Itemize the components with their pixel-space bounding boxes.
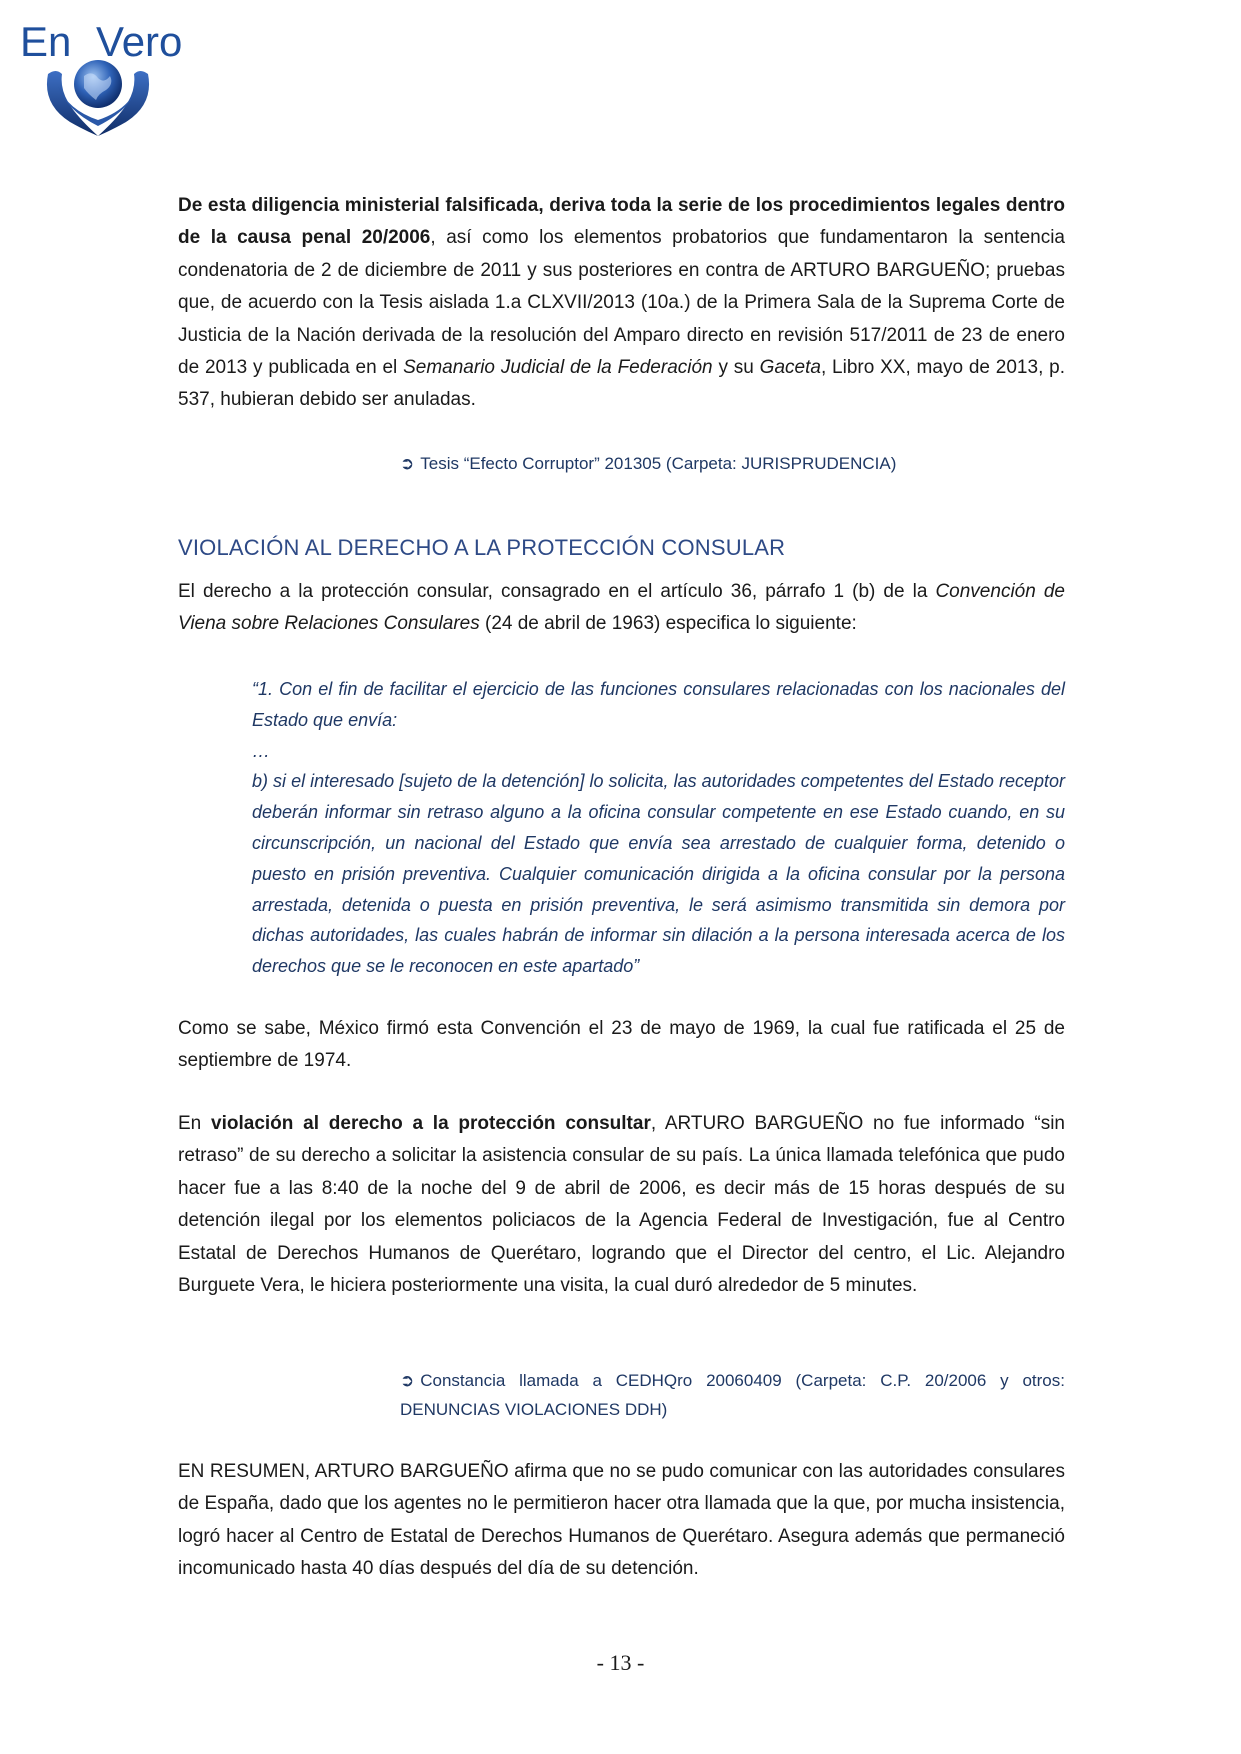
italic-text: Convención de Viena sobre Relaciones Consulares <box>178 581 1065 635</box>
bold-text: De esta diligencia ministerial falsificada, deriva toda la serie de los procedimientos legales dentro de la causa penal 20/2006 <box>178 195 1065 249</box>
text-run: y su <box>712 357 760 379</box>
logo-text-en: En <box>20 18 72 65</box>
italic-text: Semanario Judicial de la Federación <box>403 357 713 379</box>
text-run: , así como los elementos probatorios que fundamentaron la sentencia condenatoria de 2 de diciembre de 2011 y sus posteriores en contra de ARTURO BARGUEÑO; pruebas que, de acuerdo con la Tesis aislada 1.a CLXVII/2013 (10a.) de la Primera Sala de la Suprema Corte de Justicia de la Nación derivada de la resolución del Amparo directo en revisión 517/2011 de 23 de enero de 2013 y publicada en el <box>178 227 1065 379</box>
reference-text: Constancia llamada a CEDHQro 20060409 (Carpeta: C.P. 20/2006 y otros: DENUNCIAS VIOLACIONES DDH) <box>400 1371 1065 1419</box>
text-run: , Libro XX, mayo de 2013, p. 537, hubieran debido ser anuladas. <box>178 357 1066 411</box>
reference-text: Tesis “Efecto Corruptor” 201305 (Carpeta: JURISPRUDENCIA) <box>420 454 897 473</box>
text-run: (24 de abril de 1963) especifica lo siguiente: <box>479 613 857 635</box>
paragraph-ratificacion: Como se sabe, México firmó esta Convención el 23 de mayo de 1969, la cual fue ratificada el 25 de septiembre de 1974. <box>178 1018 1065 1072</box>
arrow-icon: ➲ <box>400 1371 415 1390</box>
arrow-icon: ➲ <box>400 454 415 473</box>
section-heading: VIOLACIÓN AL DERECHO A LA PROTECCIÓN CONSULAR <box>178 535 786 560</box>
text-run: , ARTURO BARGUEÑO no fue informado “sin retraso” de su derecho a solicitar la asistencia consular de su país. La única llamada telefónica que pudo hacer fue a las 8:40 de la noche del 9 de abril de 2006, es decir más de 15 horas después de su detención ilegal por los elementos policiacos de la Agencia Federal de Investigación, fue al Centro Estatal de Derechos Humanos de Querétaro, logrando que el Director del centro, el Lic. Alejandro Burguete Vera, le hiciera posteriormente una visita, la cual duró alrededor de 5 minutes. <box>178 1113 1065 1297</box>
quote-line-1: “1. Con el fin de facilitar el ejercicio de las funciones consulares relacionadas con los nacionales del Estado que envía: <box>252 679 1065 730</box>
logo-text-vero: Vero <box>96 18 183 65</box>
en-vero-logo <box>18 16 198 146</box>
text-run: El derecho a la protección consular, consagrado en el artículo 36, párrafo 1 (b) de la <box>178 581 936 602</box>
paragraph-proteccion-consular <box>178 576 1065 641</box>
reference-constancia <box>400 1366 1065 1424</box>
reference-tesis <box>400 450 1065 478</box>
page-number: - 13 - <box>596 1650 645 1675</box>
paragraph-resumen: EN RESUMEN, ARTURO BARGUEÑO afirma que no se pudo comunicar con las autoridades consulares de España, dado que los agentes no le permitieron hacer otra llamada que la que, por mucha insistencia, logró hacer al Centro de Estatal de Derechos Humanos de Querétaro. Asegura además que permaneció incomunicado hasta 40 días después del día de su detención. <box>178 1461 1065 1580</box>
text-run: En <box>178 1113 212 1134</box>
logo-graphic <box>18 16 198 146</box>
quote-ellipsis: … <box>252 740 270 761</box>
quote-line-b: b) si el interesado [sujeto de la detención] lo solicita, las autoridades competentes del Estado receptor deberán informar sin retraso alguno a la oficina consular competente en ese Estado cuando, en su circunscripción, un nacional del Estado que envía sea arrestado de cualquier forma, detenido o puesto en prisión preventiva. Cualquier comunicación dirigida a la oficina consular por la persona arrestada, detenida o puesta en prisión preventiva, le será asimismo transmitida sin demora por dichas autoridades, las cuales habrán de informar sin dilación a la persona interesada acerca de los derechos que se le reconocen en este apartado” <box>252 771 1065 977</box>
paragraph-violacion <box>178 1108 1065 1302</box>
bold-text: violación al derecho a la protección consultar <box>211 1113 651 1134</box>
paragraph-diligencia <box>178 190 1065 417</box>
convention-quote <box>252 674 1065 982</box>
italic-text: Gaceta <box>759 357 821 379</box>
